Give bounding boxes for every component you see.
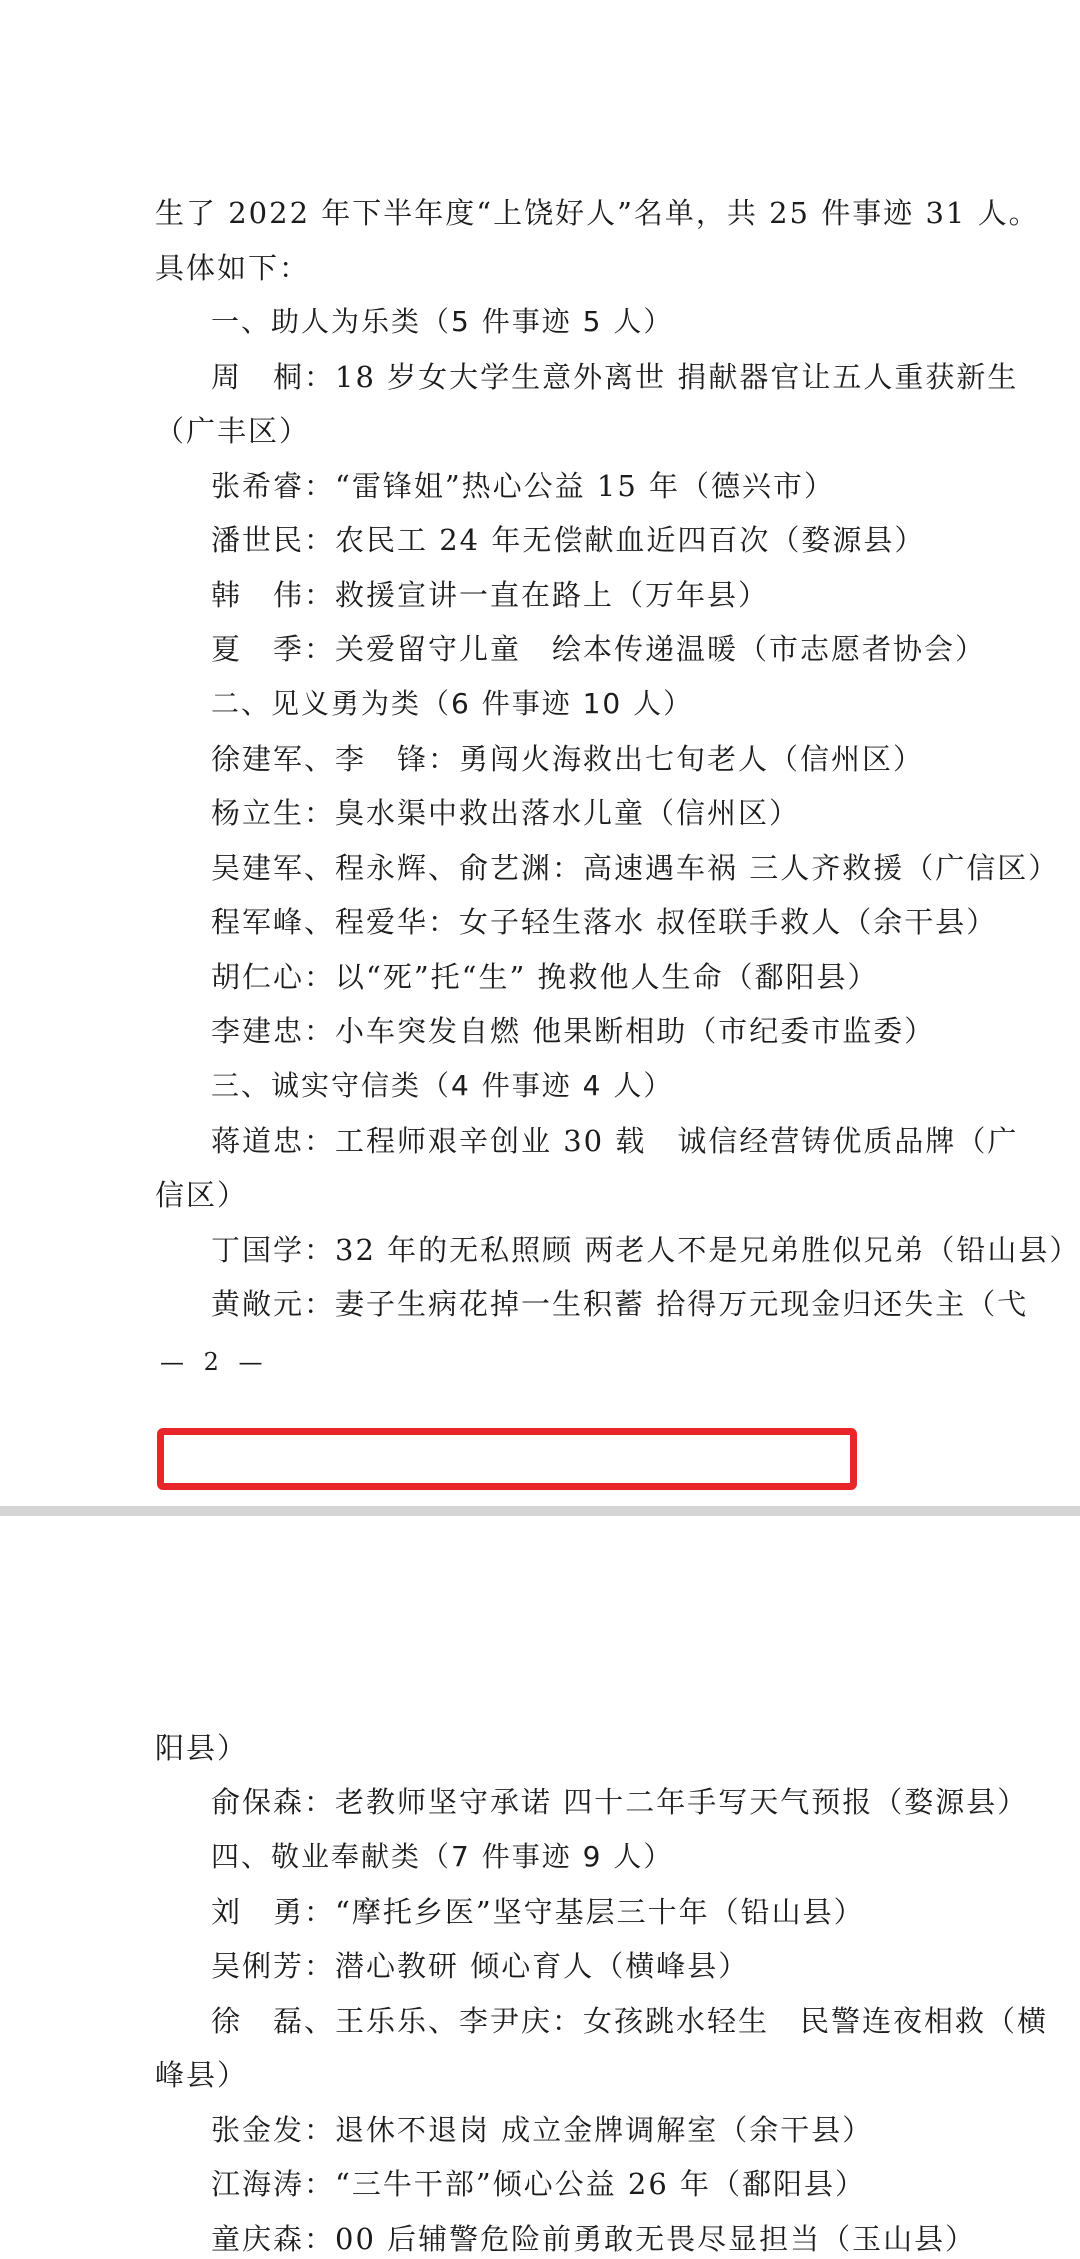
entry-line: 李建忠：小车突发自燃 他果断相助（市纪委市监委） [211,1014,936,1048]
entry-line: 程军峰、程爱华：女子轻生落水 叔侄联手救人（余干县） [211,905,998,939]
page-number: — 2 — [160,1348,269,1376]
entry-line: 韩 伟：救援宣讲一直在路上（万年县） [211,578,770,612]
text-line: 具体如下： [155,251,311,285]
entry-line: 江海涛：“三牛干部”倾心公益 26 年（鄱阳县） [211,2167,866,2201]
entry-line: 吴建军、程永辉、俞艺渊：高速遇车祸 三人齐救援（广信区） [211,851,1060,885]
entry-line: 刘 勇：“摩托乡医”坚守基层三十年（铅山县） [211,1895,865,1929]
entry-continuation: 信区） [155,1178,249,1212]
entry-line: 蒋道忠：工程师艰辛创业 30 载 诚信经营铸优质品牌（广 [211,1124,1019,1158]
entry-line: 俞保森：老教师坚守承诺 四十二年手写天气预报（婺源县） [211,1785,1029,1819]
section-heading: 二、见义勇为类（6 件事迹 10 人） [211,687,694,720]
entry-line: 徐建军、李 锋：勇闯火海救出七旬老人（信州区） [211,742,925,776]
entry-line: 丁国学：32 年的无私照顾 两老人不是兄弟胜似兄弟（铅山县） [211,1233,1080,1267]
entry-line-highlighted: 吴俐芳：潜心教研 倾心育人（横峰县） [211,1949,750,1983]
entry-continuation: 阳县） [155,1731,249,1765]
entry-line: 黄敞元：妻子生病花掉一生积蓄 拾得万元现金归还失主（弋 [211,1287,1029,1321]
entry-line: 杨立生：臭水渠中救出落水儿童（信州区） [211,796,801,830]
page-separator [0,1506,1080,1516]
entry-line: 潘世民：农民工 24 年无偿献血近四百次（婺源县） [211,523,926,557]
text-line: 生了 2022 年下半年度“上饶好人”名单，共 25 件事迹 31 人。 [155,196,1040,230]
entry-line: 张希睿：“雷锋姐”热心公益 15 年（德兴市） [211,469,835,503]
entry-line: 徐 磊、王乐乐、李尹庆：女孩跳水轻生 民警连夜相救（横 [211,2004,1049,2038]
entry-continuation: 峰县） [155,2058,249,2092]
entry-line: 胡仁心：以“死”托“生” 挽救他人生命（鄱阳县） [211,960,879,994]
document-page-2 [0,1516,1080,2256]
entry-line: 夏 季：关爱留守儿童 绘本传递温暖（市志愿者协会） [211,632,987,666]
entry-line: 张金发：退休不退岗 成立金牌调解室（余干县） [211,2113,874,2147]
section-heading: 一、助人为乐类（5 件事迹 5 人） [211,305,674,338]
entry-line: 周 桐：18 岁女大学生意外离世 捐献器官让五人重获新生 [211,360,1019,394]
section-heading: 四、敬业奉献类（7 件事迹 9 人） [211,1840,674,1873]
entry-line: 童庆森：00 后辅警危险前勇敢无畏尽显担当（玉山县） [211,2222,977,2256]
highlight-box [157,1428,857,1490]
entry-continuation: （广丰区） [155,414,311,448]
section-heading: 三、诚实守信类（4 件事迹 4 人） [211,1069,674,1102]
